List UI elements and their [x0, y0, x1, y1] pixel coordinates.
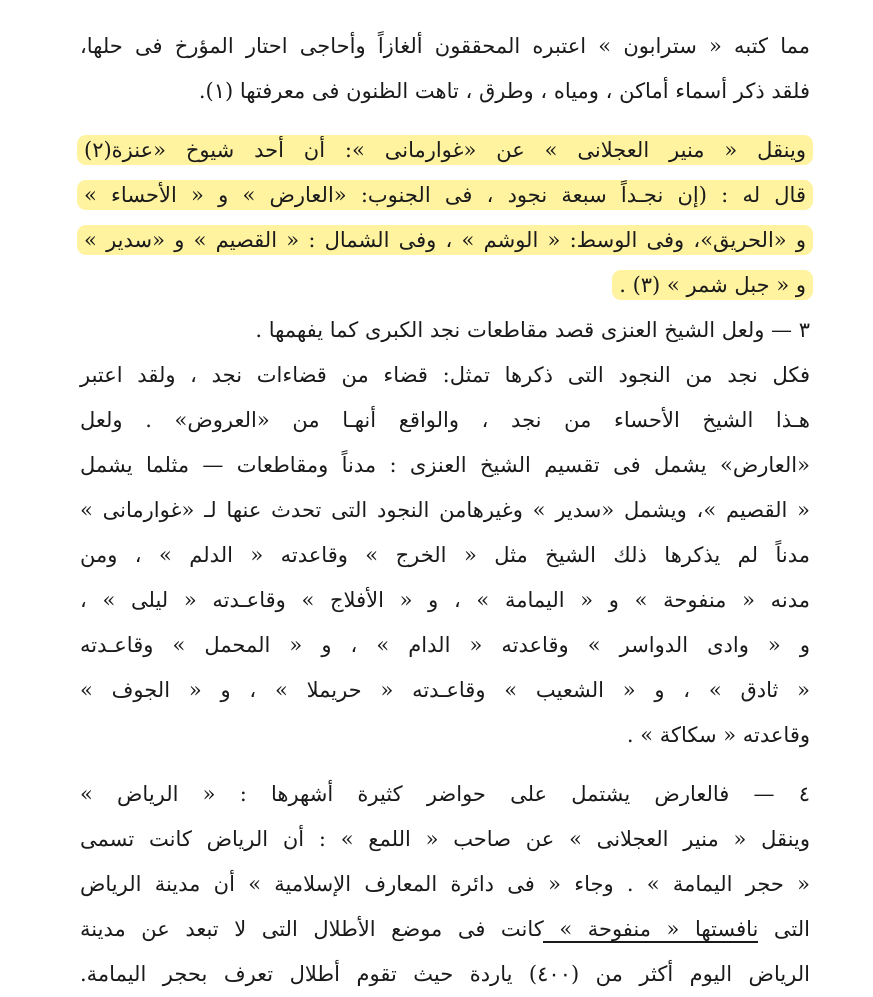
text-line: هـذا الشيخ الأحساء من نجد ، والواقع أنهـا من «العروض» . ولعل	[80, 408, 810, 432]
text-line: مدنه « منفوحة » و « اليمامة » ، و « الأفلاج » وقاعـدته « ليلى » ،	[80, 588, 810, 612]
text-line: « حجر اليمامة » . وجاء « فى دائرة المعارف الإسلامية » أن مدينة الرياض	[80, 872, 810, 896]
highlight-mark: و «الحريق»، وفى الوسط: « الوشم » ، وفى الشمال : « القصيم » و «سدير »	[80, 228, 810, 252]
text-line: و « وادى الدواسر » وقاعدته « الدام » ، و « المحمل » وقاعـدته	[80, 633, 810, 657]
highlight-mark: وينقل « منير العجلانى » عن «غوارمانى »: أن أحد شيوخ «عنزة(٢)	[80, 138, 810, 162]
highlighted-line	[80, 128, 810, 173]
highlighted-line	[80, 218, 810, 263]
highlight-mark: قال له : (إن نجـداً سبعة نجود ، فى الجنوب: «العارض » و « الأحساء »	[80, 183, 810, 207]
text-line: التى نافستها « منفوحة » كانت فى موضع الأطلال التى لا تبعد عن مدينة	[80, 917, 810, 941]
paragraph-4	[80, 772, 810, 997]
footnote-divider	[543, 941, 758, 943]
text-line: « القصيم »، ويشمل «سدير » وغيرهامن النجود التى تحدث عنها لـ «غوارمانى »	[80, 498, 810, 522]
paragraph-1	[80, 24, 810, 114]
text-line: فلقد ذكر أسماء أماكن ، ومياه ، وطرق ، تاهت الظنون فى معرفتها (١).	[198, 79, 810, 103]
text-line: وقاعدته « سكاكة » .	[626, 723, 810, 747]
text-line: فكل نجد من النجود التى ذكرها تمثل: قضاء من قضاءات نجد ، ولقد اعتبر	[80, 363, 810, 387]
text-line: ٣ — ولعل الشيخ العنزى قصد مقاطعات نجد الكبرى كما يفهمها .	[255, 318, 810, 342]
highlighted-paragraph	[80, 128, 810, 308]
text-line: الرياض اليوم أكثر من (٤٠٠) ياردة حيث تقوم أطلال تعرف بحجر اليمامة.	[80, 962, 811, 986]
book-page	[80, 24, 810, 997]
text-line: مدناً لم يذكرها ذلك الشيخ مثل « الخرج » وقاعدته « الدلم » ، ومن	[80, 543, 810, 567]
text-line: «العارض» يشمل فى تقسيم الشيخ العنزى : مدناً ومقاطعات — مثلما يشمل	[80, 453, 810, 477]
text-line: وينقل « منير العجلانى » عن صاحب « اللمع » : أن الرياض كانت تسمى	[80, 827, 810, 851]
highlighted-line	[80, 173, 810, 218]
highlight-mark: و « جبل شمر » (٣) .	[615, 273, 810, 297]
text-line: مما كتبه « سترابون » اعتبره المحققون ألغازاً وأحاجى احتار المؤرخ فى حلها،	[80, 34, 810, 58]
text-line: « ثادق » ، و « الشعيب » وقاعـدته « حريملا » ، و « الجوف »	[80, 678, 810, 702]
text-line: ٤ — فالعارض يشتمل على حواضر كثيرة أشهرها : « الرياض »	[80, 782, 810, 806]
paragraph-3	[80, 308, 810, 758]
highlighted-line	[80, 263, 810, 308]
